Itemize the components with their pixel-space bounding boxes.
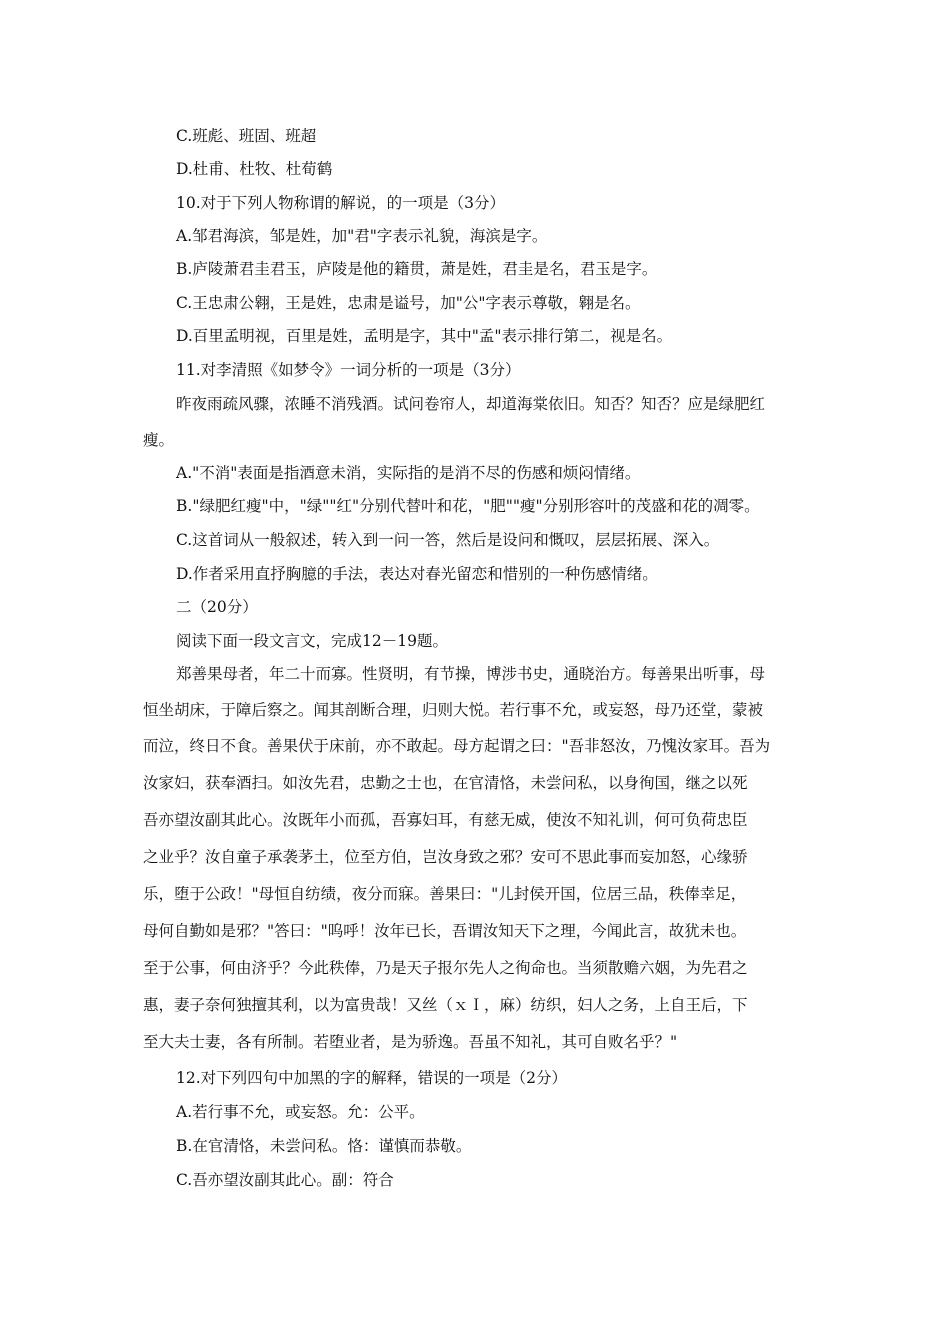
q10-option-b: B.庐陵萧君圭君玉，庐陵是他的籍贯，萧是姓，君圭是名，君玉是字。: [176, 260, 658, 278]
passage-line-7: 乐，堕于公政！"母恒自纺绩，夜分而寐。善果曰："儿封侯开国，位居三品，秩俸幸足，: [143, 885, 747, 903]
q11-option-d: D.作者采用直抒胸臆的手法，表达对春光留恋和惜别的一种伤感情绪。: [176, 565, 658, 583]
passage-line-9: 至于公事，何由济乎？今此秩俸，乃是天子报尔先人之徇命也。当须散赡六姻，为先君之: [143, 959, 748, 977]
question-12: 12.对下列四句中加黑的字的解释，错误的一项是（2分）: [176, 1069, 568, 1087]
q10-option-d: D.百里孟明视，百里是姓，孟明是字，其中"孟"表示排行第二，视是名。: [176, 327, 673, 345]
passage-line-5: 吾亦望汝副其此心。汝既年小而孤，吾寡妇耳，有慈无威，使汝不知礼训，何可负荷忠臣: [143, 811, 748, 829]
q11-option-a: A."不消"表面是指酒意未消，实际指的是消不尽的伤感和烦闷情绪。: [176, 464, 641, 482]
section-two-heading: 二（20分）: [176, 598, 258, 616]
q11-option-c: C.这首词从一般叙述，转入到一问一答，然后是设问和慨叹，层层拓展、深入。: [176, 531, 720, 549]
passage-line-6: 之业乎？汝自童子承袭茅土，位至方伯，岂汝身致之邪？安可不思此事而妄加怒，心缘骄: [143, 848, 748, 866]
option-c-line: C.班彪、班固、班超: [176, 127, 317, 145]
poem-line-2: 瘦。: [143, 431, 175, 449]
q10-option-c: C.王忠肃公翱，王是姓，忠肃是谥号，加"公"字表示尊敬，翱是名。: [176, 294, 641, 312]
q12-option-c: C.吾亦望汝副其此心。副：符合: [176, 1171, 394, 1189]
passage-line-8: 母何自勤如是邪？"答曰："呜呼！汝年已长，吾谓汝知天下之理，今闻此言，故犹未也。: [143, 922, 747, 940]
q12-option-b: B.在官清恪，未尝问私。恪：谨慎而恭敬。: [176, 1137, 472, 1155]
passage-line-1: 郑善果母者，年二十而寡。性贤明，有节操，博涉书史，通晓治方。每善果出听事，母: [176, 665, 766, 683]
question-10: 10.对于下列人物称谓的解说，的一项是（3分）: [176, 194, 506, 212]
poem-line-1: 昨夜雨疏风骤，浓睡不消残酒。试问卷帘人，却道海棠依旧。知否？知否？应是绿肥红: [176, 395, 766, 413]
passage-line-3: 而泣，终日不食。善果伏于床前，亦不敢起。母方起谓之曰："吾非怒汝，乃愧汝家耳。吾为: [143, 737, 771, 755]
q12-option-a: A.若行事不允，或妄怒。允：公平。: [176, 1103, 425, 1121]
passage-line-10: 惠，妻子奈何独擅其利，以为富贵哉！又丝（ｘＩ，麻）纺织，妇人之务，上自王后，下: [143, 996, 748, 1014]
option-d-line: D.杜甫、杜牧、杜荀鹤: [176, 160, 333, 178]
reading-instruction: 阅读下面一段文言文，完成12－19题。: [176, 632, 448, 650]
q11-option-b: B."绿肥红瘦"中，"绿""红"分别代替叶和花，"肥""瘦"分别形容叶的茂盛和花的凋零。: [176, 497, 760, 515]
passage-line-11: 至大夫士妻，各有所制。若堕业者，是为骄逸。吾虽不知礼，其可自败名乎？": [143, 1033, 678, 1051]
passage-line-2: 恒坐胡床，于障后察之。闻其剖断合理，归则大悦。若行事不允，或妄怒，母乃还堂，蒙被: [143, 701, 764, 719]
q10-option-a: A.邹君海滨，邹是姓，加"君"字表示礼貌，海滨是字。: [176, 227, 548, 245]
question-11: 11.对李清照《如梦令》一词分析的一项是（3分）: [176, 361, 521, 379]
passage-line-4: 汝家妇，获奉酒扫。如汝先君，忠勤之士也，在官清恪，未尝问私，以身徇国，继之以死: [143, 774, 748, 792]
